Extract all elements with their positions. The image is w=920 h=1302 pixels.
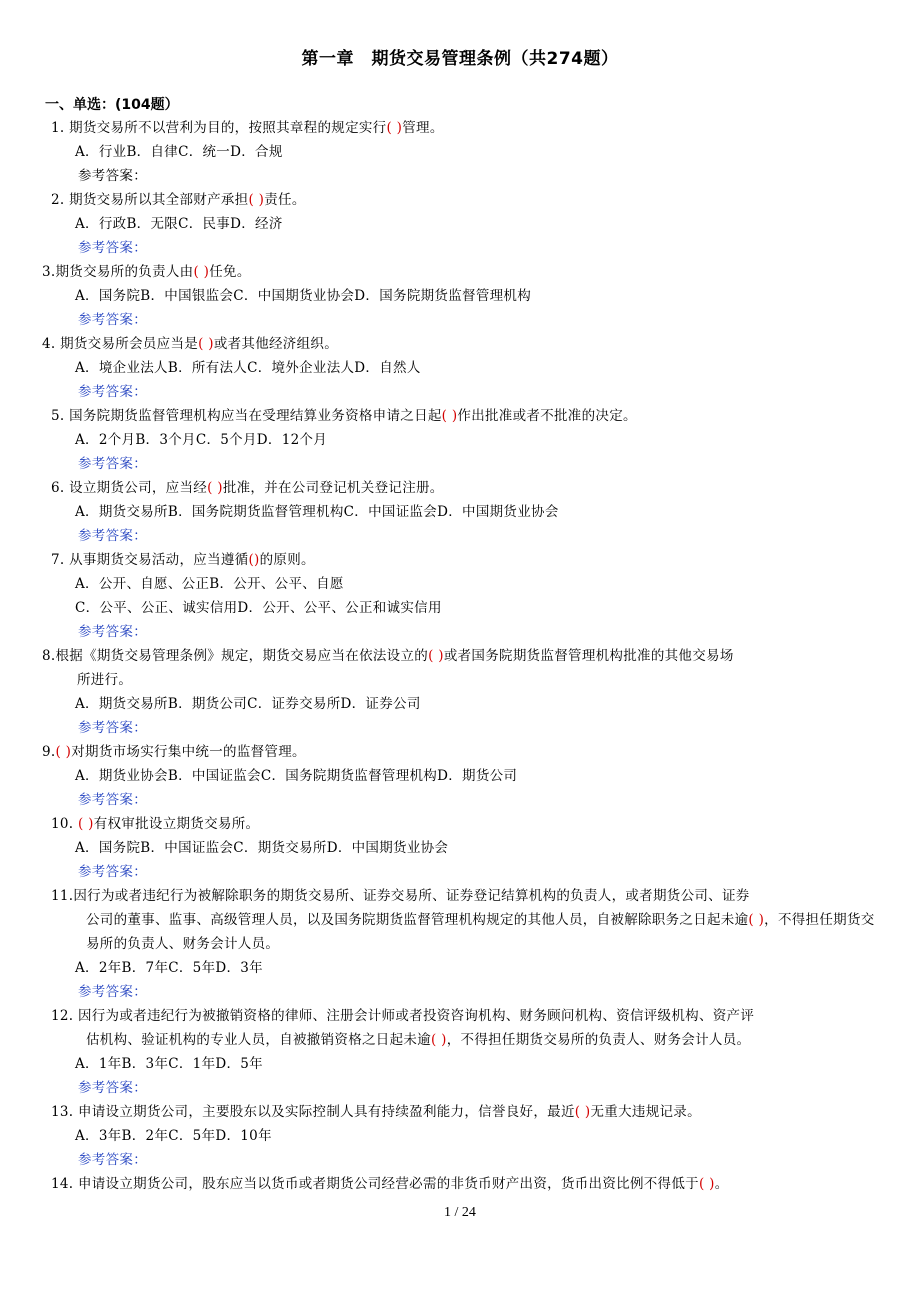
question-text (0, 548, 920, 572)
question-continuation (51, 1028, 882, 1052)
answer-blank: ( ) (77, 816, 94, 832)
answer-blank: ( ) (428, 648, 444, 664)
question-item (0, 812, 920, 884)
question-item (0, 476, 920, 548)
question-stem: 估机构、验证机构的专业人员，自被撤销资格之日起未逾 (86, 1032, 431, 1048)
question-options: A．国务院B．中国证监会C．期货交易所D．中国期货业协会 (75, 840, 449, 856)
answer-blank: ( ) (698, 1176, 715, 1192)
question-item (0, 1172, 920, 1196)
question-item (0, 1100, 920, 1172)
reference-answer-label: 参考答案： (78, 1152, 147, 1168)
question-options: A．境企业法人B．所有法人C．境外企业法人D．自然人 (75, 360, 421, 376)
question-stem: 10. (51, 816, 78, 832)
question-item (0, 548, 920, 644)
answer-blank: ( ) (386, 120, 403, 136)
question-stem: 5. 国务院期货监督管理机构应当在受理结算业务资格申请之日起 (51, 408, 442, 424)
question-options: A．2年B．7年C．5年D．3年 (75, 960, 263, 976)
question-item (0, 188, 920, 260)
page-title: 第一章 期货交易管理条例（共274题） (301, 49, 619, 69)
question-stem: 3.期货交易所的负责人由 (42, 264, 194, 280)
answer-blank: ( ) (55, 744, 72, 760)
question-stem: 所进行。 (77, 672, 133, 688)
question-item (0, 116, 920, 188)
question-stem-end: 批准，并在公司登记机关登记注册。 (222, 480, 444, 496)
question-options: A．国务院B．中国银监会C．中国期货业协会D．国务院期货监督管理机构 (75, 288, 532, 304)
question-stem-end: 对期货市场实行集中统一的监督管理。 (71, 744, 306, 760)
question-item (0, 332, 920, 404)
question-item (0, 644, 920, 740)
section-heading: 一、单选：(104题） (45, 97, 179, 113)
question-stem-end: 责任。 (264, 192, 306, 208)
reference-answer-label: 参考答案： (78, 792, 147, 808)
answer-blank: ( ) (207, 480, 223, 496)
question-text (0, 116, 920, 140)
answer-blank: ( ) (441, 408, 458, 424)
answer-blank: ( ) (248, 192, 265, 208)
question-stem: 11.因行为或者违纪行为被解除职务的期货交易所、证券交易所、证券登记结算机构的负责人，或者期货公司、证券 (51, 888, 750, 904)
answer-blank: ( ) (574, 1104, 591, 1120)
question-text (0, 188, 920, 212)
question-text (0, 740, 920, 764)
question-item (0, 884, 920, 1004)
question-options: A．期货交易所B．期货公司C．证券交易所D．证券公司 (75, 696, 421, 712)
question-text (0, 1172, 920, 1196)
question-text (0, 476, 920, 500)
reference-answer-label: 参考答案： (78, 720, 147, 736)
question-stem: 7. 从事期货交易活动，应当遵循 (51, 552, 249, 568)
reference-answer-label: 参考答案： (78, 168, 147, 184)
question-text (0, 644, 920, 692)
question-options: C．公平、公正、诚实信用D．公开、公平、公正和诚实信用 (75, 600, 442, 616)
question-item (0, 404, 920, 476)
question-stem-end: 无重大违规记录。 (590, 1104, 701, 1120)
question-stem: 14. 申请设立期货公司，股东应当以货币或者期货公司经营必需的非货币财产出资，货币出资比例不得低于 (51, 1176, 699, 1192)
question-stem-end: ，不得担任期货交易所的负责人、财务会计人员。 (86, 912, 875, 952)
question-stem-end: 或者其他经济组织。 (213, 336, 339, 352)
question-stem-end: 管理。 (402, 120, 444, 136)
question-options: A．期货交易所B．国务院期货监督管理机构C．中国证监会D．中国期货业协会 (75, 504, 559, 520)
question-text (0, 812, 920, 836)
question-list (0, 116, 920, 1196)
question-continuation (51, 908, 882, 956)
question-item (0, 260, 920, 332)
answer-blank: ( ) (193, 264, 210, 280)
question-stem: 6. 设立期货公司，应当经 (51, 480, 208, 496)
page-number: 1 / 24 (444, 1205, 476, 1220)
question-options: A．2个月B．3个月C．5个月D．12个月 (75, 432, 328, 448)
answer-blank: () (248, 552, 260, 568)
question-stem: 13. 申请设立期货公司，主要股东以及实际控制人具有持续盈利能力，信誉良好，最近 (51, 1104, 575, 1120)
question-stem: 公司的董事、监事、高级管理人员，以及国务院期货监督管理机构规定的其他人员，自被解除职务之日起未逾 (86, 912, 749, 928)
question-stem-end: 有权审批设立期货交易所。 (93, 816, 260, 832)
question-options: A．公开、自愿、公正B．公开、公平、自愿 (75, 576, 344, 592)
question-options: A．行政B．无限C．民事D．经济 (75, 216, 283, 232)
reference-answer-label: 参考答案： (78, 1080, 147, 1096)
question-text (0, 260, 920, 284)
answer-blank: ( ) (748, 912, 765, 928)
question-stem: 8.根据《期货交易管理条例》规定，期货交易应当在依法设立的 (42, 648, 429, 664)
answer-blank: ( ) (198, 336, 214, 352)
question-stem: 1. 期货交易所不以营利为目的，按照其章程的规定实行 (51, 120, 387, 136)
question-stem-end: 或者国务院期货监督管理机构批准的其他交易场 (443, 648, 734, 664)
question-item (0, 740, 920, 812)
question-text (0, 332, 920, 356)
question-text (0, 1100, 920, 1124)
question-options: A．期货业协会B．中国证监会C．国务院期货监督管理机构D．期货公司 (75, 768, 518, 784)
question-stem: 4. 期货交易所会员应当是 (42, 336, 199, 352)
question-text (0, 884, 920, 956)
reference-answer-label: 参考答案： (78, 456, 147, 472)
reference-answer-label: 参考答案： (78, 528, 147, 544)
question-continuation (42, 668, 882, 692)
question-options: A．1年B．3年C．1年D．5年 (75, 1056, 263, 1072)
question-stem: 12. 因行为或者违纪行为被撤销资格的律师、注册会计师或者投资咨询机构、财务顾问机构、资信评级机构、资产评 (51, 1008, 755, 1024)
reference-answer-label: 参考答案： (78, 984, 147, 1000)
question-options: A．3年B．2年C．5年D．10年 (75, 1128, 272, 1144)
question-options: A．行业B．自律C．统一D．合规 (75, 144, 283, 160)
question-stem-end: 作出批准或者不批准的决定。 (457, 408, 637, 424)
answer-blank: ( ) (431, 1032, 447, 1048)
question-text (0, 1004, 920, 1052)
reference-answer-label: 参考答案： (78, 240, 147, 256)
reference-answer-label: 参考答案： (78, 624, 147, 640)
question-stem: 2. 期货交易所以其全部财产承担 (51, 192, 249, 208)
reference-answer-label: 参考答案： (78, 312, 147, 328)
question-stem-end: 任免。 (209, 264, 251, 280)
question-text (0, 404, 920, 428)
question-stem-end: 的原则。 (259, 552, 315, 568)
question-stem-end: ，不得担任期货交易所的负责人、财务会计人员。 (446, 1032, 751, 1048)
question-stem-end: 。 (714, 1176, 729, 1192)
reference-answer-label: 参考答案： (78, 864, 147, 880)
question-item (0, 1004, 920, 1100)
reference-answer-label: 参考答案： (78, 384, 147, 400)
question-stem: 9. (42, 744, 56, 760)
